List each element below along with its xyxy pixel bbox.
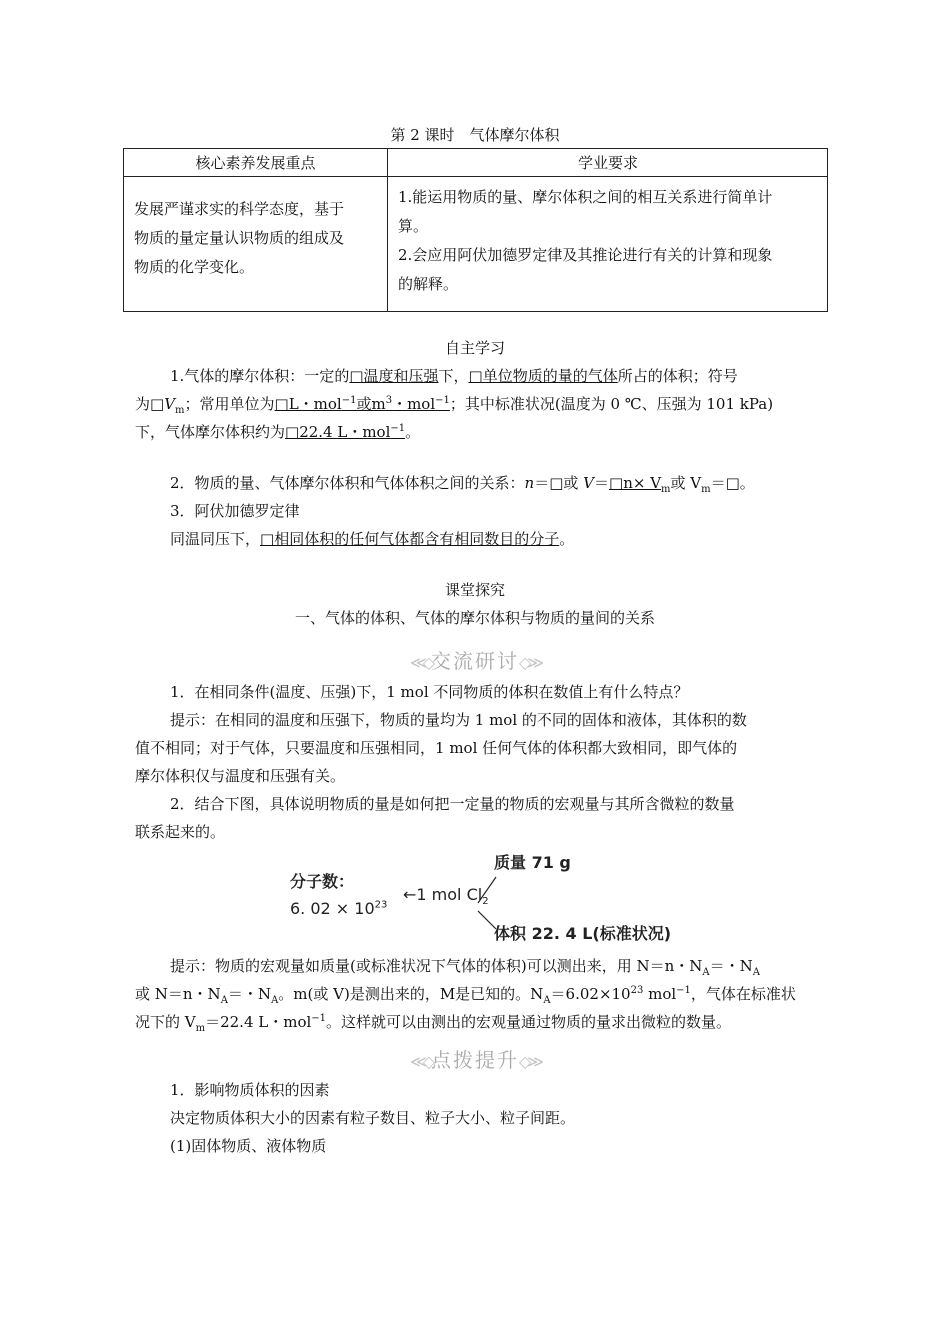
answer-blank: [285, 423, 405, 441]
text: ；常用单位为: [184, 395, 275, 413]
superscript: −1: [341, 395, 357, 406]
page-title: 第 2 课时 气体摩尔体积: [390, 126, 560, 144]
text: ＝□。: [710, 474, 755, 492]
subscript: A: [271, 995, 279, 1006]
text: 。m(或 V)是测出来的，M是已知的。N: [278, 985, 544, 1003]
answer-blank: □单位物质的量的气体: [468, 367, 618, 385]
superscript: 23: [630, 985, 644, 996]
symbol: V: [164, 395, 176, 413]
text: 况下的 V: [135, 1013, 196, 1031]
answer-2-line2: [135, 980, 796, 1008]
table-divider: [387, 149, 388, 311]
text: 。: [559, 530, 575, 548]
answer-blank: [609, 474, 671, 495]
text: ＝: [594, 474, 610, 492]
text: 所占的体积；符号: [617, 367, 738, 385]
text: 同温同压下，: [170, 530, 261, 548]
answer-1: [135, 706, 747, 790]
mole-diagram: [280, 845, 700, 945]
section-1-title: 1．影响物质体积的因素: [170, 1081, 330, 1099]
self-study-heading: 自主学习: [444, 339, 505, 357]
table-header-left: 核心素养发展重点: [195, 154, 316, 172]
self-study-p2: [170, 469, 755, 497]
superscript: 23: [374, 899, 388, 911]
subscript: A: [543, 995, 551, 1006]
self-study-p4: [170, 525, 574, 553]
section-1-text: 决定物质体积大小的因素有粒子数目、粒子大小、粒子间距。: [170, 1109, 576, 1127]
text: mol: [643, 985, 677, 1003]
text: ＝6.02×10: [550, 985, 631, 1003]
text: 1.气体的摩尔体积：一定的: [170, 367, 350, 385]
diagram-molecules-value: [290, 899, 387, 918]
text: □22.4 L・mol: [285, 423, 391, 441]
table-right-line: 的解释。: [398, 275, 459, 293]
requirements-table: [123, 148, 828, 312]
text: ；其中标准状况(温度为 0 ℃、压强为 101 kPa): [449, 395, 774, 413]
text: 下，气体摩尔体积约为: [135, 423, 286, 441]
table-left-line: 物质的化学变化。: [134, 258, 255, 276]
superscript: −1: [676, 985, 691, 996]
subscript: m: [661, 484, 671, 495]
answer-blank: [275, 395, 450, 413]
text: □L・mol: [274, 395, 342, 413]
double-chevron-left-icon: ≪◇: [409, 1052, 431, 1071]
section-1-sub: (1)固体物质、液体物质: [170, 1137, 327, 1155]
table-right-line: 2.会应用阿伏加德罗定律及其推论进行有关的计算和现象: [398, 246, 773, 264]
symbol: n: [524, 474, 535, 492]
text: 2．物质的量、气体摩尔体积和气体体积之间的关系：: [170, 474, 525, 492]
table-right-line: 算。: [398, 217, 429, 235]
text: 为□: [135, 395, 165, 413]
double-chevron-left-icon: ≪◇: [409, 653, 431, 672]
symbol: V: [583, 474, 595, 492]
double-chevron-right-icon: ◇≫: [519, 653, 541, 672]
question-2: [135, 790, 735, 846]
answer-blank: □相同体积的任何气体都含有相同数目的分子: [260, 530, 560, 548]
arrow-left-icon: ←: [403, 885, 417, 904]
text: ＝・N: [227, 985, 272, 1003]
table-cell-left: [134, 195, 384, 282]
table-right-line: 1.能运用物质的量、摩尔体积之间的相互关系进行简单计: [398, 188, 773, 206]
answer-blank: □温度和压强: [349, 367, 439, 385]
diagram-volume: 体积 22. 4 L(标准状况): [494, 924, 672, 943]
text: ，气体在标准状: [690, 985, 796, 1003]
double-chevron-right-icon: ◇≫: [519, 1052, 541, 1071]
subscript: m: [701, 484, 711, 495]
text: 6. 02 × 10: [290, 899, 375, 918]
text: □n× V: [609, 474, 662, 492]
self-study-p1-line2: [135, 390, 773, 418]
text: 1 mol Cl: [416, 885, 483, 904]
subscript: A: [752, 967, 760, 978]
table-cell-right: [398, 183, 828, 299]
superscript: −1: [435, 395, 450, 406]
text: 下，: [438, 367, 469, 385]
self-study-p1-line1: [170, 362, 738, 390]
banner-label: 点拨提升: [431, 1048, 519, 1072]
banner-label: 交流研讨: [431, 649, 519, 673]
answer-line: 摩尔体积仅与温度和压强有关。: [135, 767, 346, 785]
answer-2-line1: [170, 952, 760, 980]
text: 提示：物质的宏观量如质量(或标准状况下气体的体积)可以测出来，用 N＝n・N: [170, 957, 703, 975]
subscript: 2: [482, 896, 489, 908]
superscript: 3: [385, 395, 393, 406]
text: ＝・N: [709, 957, 753, 975]
diagram-mass: 质量 71 g: [494, 853, 571, 872]
superscript: −1: [311, 1013, 327, 1024]
banner-tips: [0, 1044, 950, 1073]
text: 。这样就可以由测出的宏观量通过物质的量求出微粒的数量。: [326, 1013, 732, 1031]
text: 或 V: [670, 474, 702, 492]
banner-discussion: [0, 645, 950, 674]
class-explore-subheading: 一、气体的体积、气体的摩尔体积与物质的量间的关系: [294, 609, 655, 627]
table-left-line: 物质的量定量认识物质的组成及: [134, 229, 345, 247]
text: 。: [405, 423, 421, 441]
superscript: −1: [390, 423, 406, 434]
text: 或m: [356, 395, 386, 413]
diagram-molecules-label: 分子数：: [290, 872, 355, 891]
subscript: A: [220, 995, 228, 1006]
subscript: m: [195, 1023, 206, 1034]
text: ＝22.4 L・mol: [205, 1013, 312, 1031]
answer-2-line3: [135, 1008, 731, 1036]
subscript: A: [702, 967, 710, 978]
self-study-p3: 3．阿伏加德罗定律: [170, 502, 300, 520]
table-header-right: 学业要求: [577, 154, 638, 172]
table-header-divider: [124, 176, 827, 177]
table-left-line: 发展严谨求实的科学态度，基于: [134, 200, 345, 218]
answer-line: 值不相同；对于气体，只要温度和压强相同，1 mol 任何气体的体积都大致相同，即气体的: [135, 739, 738, 757]
question-line: 联系起来的。: [135, 823, 226, 841]
self-study-p1-line3: [135, 418, 420, 446]
text: 或 N＝n・N: [135, 985, 221, 1003]
question-1: 1．在相同条件(温度、压强)下，1 mol 不同物质的体积在数值上有什么特点？: [170, 683, 689, 701]
text: ・mol: [392, 395, 436, 413]
question-line: 2．结合下图，具体说明物质的量是如何把一定量的物质的宏观量与其所含微粒的数量: [170, 795, 735, 813]
answer-line: 提示：在相同的温度和压强下，物质的量均为 1 mol 的不同的固体和液体，其体积的数: [170, 711, 747, 729]
text: ＝□或: [534, 474, 584, 492]
class-explore-heading: 课堂探究: [444, 581, 505, 599]
subscript: m: [175, 405, 185, 416]
